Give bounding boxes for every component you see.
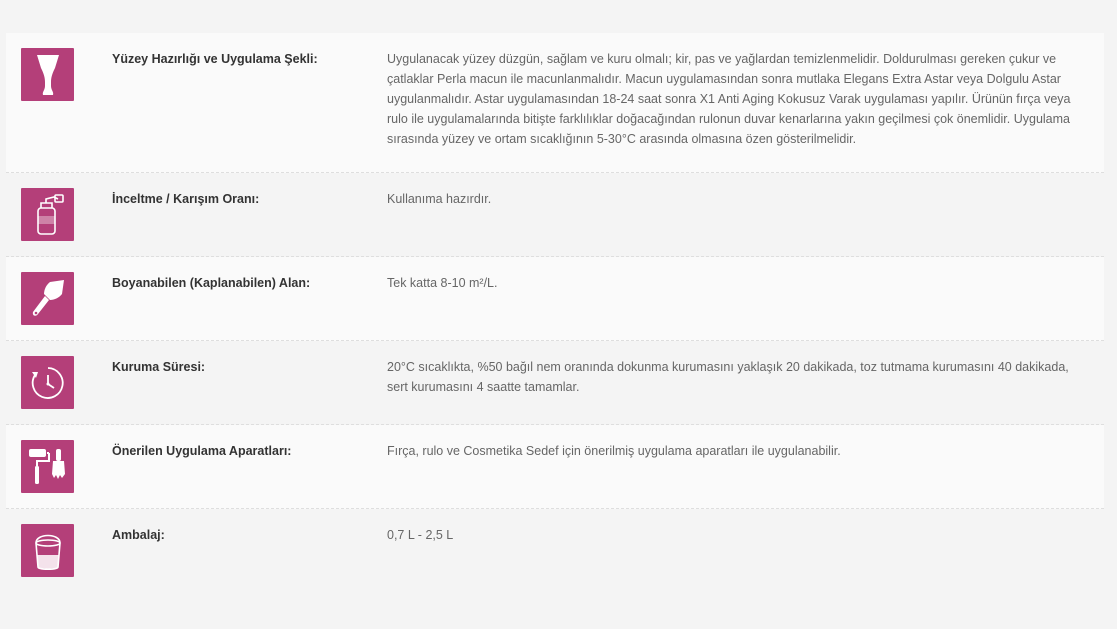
spec-value: 20°C sıcaklıkta, %50 bağıl nem oranında dokunma kurumasını yaklaşık 20 dakikada, toz tutmama kurumasını 40 dakikada, sert kurumasını 4 saatte tamamlar. [387, 360, 1069, 394]
spec-row-coverage [6, 257, 1104, 341]
spec-value: Kullanıma hazırdır. [387, 192, 492, 206]
spec-row-drying-time [6, 341, 1104, 425]
spec-value: Uygulanacak yüzey düzgün, sağlam ve kuru olmalı; kir, pas ve yağlardan temizlenmelidir. Doldurulması gereken çukur ve çatlaklar Perla macun ile macunlanmalıdır. Macun uygulamasından sonra mutlaka Elegans Extra Astar veya Dolgulu Astar uygulanmalıdır. Astar uygulamasından 18-24 saat sonra X1 Anti Aging Kokusuz Varak uygulaması yapılır. Ürünün fırça veya rulo ile uygulamalarında bitişte farklılıklar doğacağından rulonun duvar kenarlarına yakın geçilmesi çok önemlidir. Uygulama sırasında yüzey ve ortam sıcaklığının 5-30°C arasında olmasına özen gösterilmelidir. [387, 52, 1071, 146]
spec-label: Kuruma Süresi: [112, 360, 206, 374]
spec-label: Önerilen Uygulama Aparatları: [112, 444, 292, 458]
spec-value: Fırça, rulo ve Cosmetika Sedef için önerilmiş uygulama aparatları ile uygulanabilir. [387, 444, 841, 458]
roller-brush-icon [21, 440, 74, 493]
putty-knife-icon [21, 48, 74, 101]
spec-value: Tek katta 8-10 m²/L. [387, 276, 498, 290]
spec-label: Ambalaj: [112, 528, 165, 542]
paint-bucket-icon [21, 524, 74, 577]
spec-row-packaging [6, 509, 1104, 593]
product-spec-list [6, 33, 1104, 593]
drying-clock-icon [21, 356, 74, 409]
spec-label: Boyanabilen (Kaplanabilen) Alan: [112, 276, 311, 290]
spec-row-surface-prep [6, 33, 1104, 173]
spec-row-tools [6, 425, 1104, 509]
spec-row-thinning [6, 173, 1104, 257]
spec-value: 0,7 L - 2,5 L [387, 528, 454, 542]
thinner-can-icon [21, 188, 74, 241]
spec-label: İnceltme / Karışım Oranı: [112, 192, 260, 206]
spec-label: Yüzey Hazırlığı ve Uygulama Şekli: [112, 52, 318, 66]
paint-brush-icon [21, 272, 74, 325]
